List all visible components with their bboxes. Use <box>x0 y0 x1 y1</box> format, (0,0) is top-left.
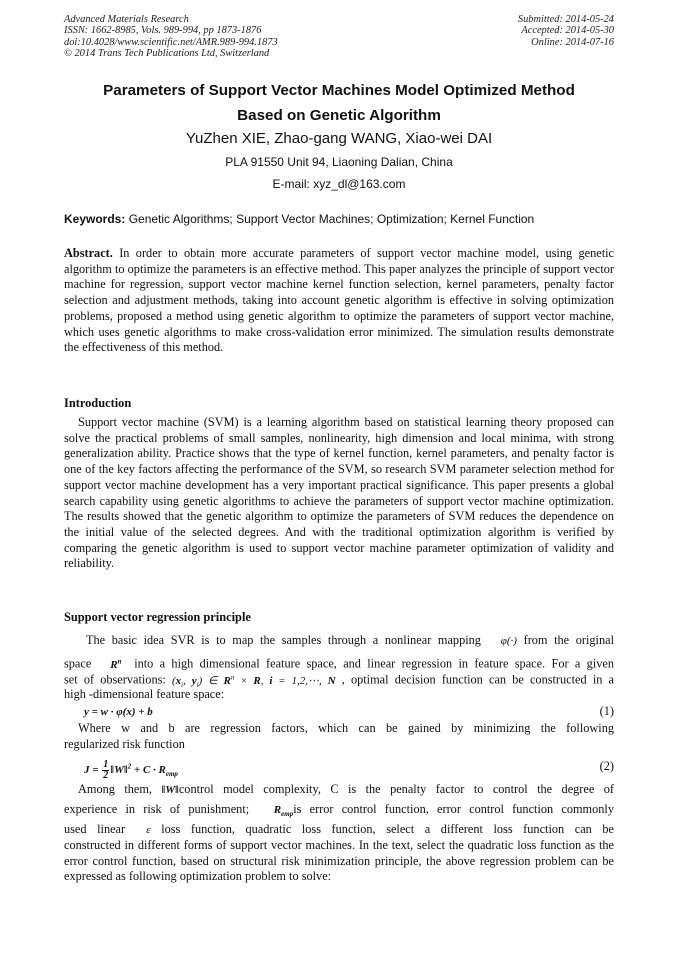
svr-line-8: experience in risk of punishment; $R_{emp}is$ error control function, error control function commonly <box>64 802 614 819</box>
equation-1 <box>84 703 614 720</box>
equation-2-expression: J = $\frac{1}{2}$ ‖W‖$^2$ + $C \cdot R_{emp}$ <box>84 758 178 781</box>
authors: YuZhen XIE, Zhao-gang WANG, Xiao-wei DAI <box>185 130 493 147</box>
rn-symbol: $R^n$ <box>110 657 122 671</box>
equation-1-expression: y = w · φ(x) + b <box>84 706 153 718</box>
svr-line-7: Among them, ‖W‖control model complexity, C is the penalty factor to control the degree of <box>78 782 615 796</box>
author-email: E-mail: xyz_dl@163.com <box>272 177 406 191</box>
journal-name: Advanced Materials Research <box>64 14 189 25</box>
publication-dates <box>518 14 614 48</box>
svr-line-5: Where w and b are regression factors, which can be gained by minimizing the following <box>78 721 614 735</box>
section-heading-introduction: Introduction <box>64 396 132 410</box>
paper-title <box>40 78 638 128</box>
norm-w-symbol: ‖W‖ <box>161 784 179 796</box>
keywords-text: Genetic Algorithms; Support Vector Machines; Optimization; Kernel Function <box>125 212 535 226</box>
keywords <box>64 211 624 227</box>
introduction-paragraph: Support vector machine (SVM) is a learning algorithm based on statistical learning theory proposed can solve the practical problems of small samples, nonlinearity, high dimension and local minima, with strong generalization ability. Practice shows that the type of kernel function, kernel parameters, and penalty factor is one of the key factors affecting the performance of the SVM, so research SVM parameter selection method for support vector machine development has a very important practical significance. This paper presents a global search capability using genetic algorithms to achieve the parameters of support vector machine optimization. The results showed that the genetic algorithm to optimize the parameters of SVM reduces the dependence on the initial value of the selected degrees. And with the traditional optimization algorithm is verified by comparing the genetic algorithm is used to support vector machine parameter optimization of validity and reliability. <box>64 415 614 571</box>
title-line-2: Based on Genetic Algorithm <box>237 107 441 124</box>
online-date: Online: 2014-07-16 <box>531 36 614 48</box>
equation-1-number: (1) <box>599 704 614 718</box>
affiliation: PLA 91550 Unit 94, Liaoning Dalian, China <box>225 155 453 169</box>
section-heading-svr: Support vector regression principle <box>64 610 251 624</box>
issn-line: ISSN: 1662-8985, Vols. 989-994, pp 1873-1876 <box>64 25 262 37</box>
svr-line-9: used linear ε loss function, quadratic loss function, select a different loss function can be <box>64 822 614 836</box>
equation-2 <box>84 758 614 782</box>
observation-set: ($x_i$, $y_i$) ∈ $R^n \times R$, i = 1,2,⋯, N <box>171 673 336 689</box>
svr-line-1: The basic idea SVR is to map the samples through a nonlinear mapping φ(·) from the original <box>86 633 614 647</box>
equation-2-number: (2) <box>599 759 614 773</box>
svr-line-4: high -dimensional feature space: <box>64 687 225 701</box>
svr-line-3: set of observations: ($x_i$, $y_i$) ∈ $R^n \times R$, i = 1,2,⋯, N , optimal decision function can be constructed in a <box>64 672 615 689</box>
submitted-date: Submitted: 2014-05-24 <box>517 14 614 25</box>
keywords-label: Keywords: <box>64 212 126 226</box>
title-line-1: Parameters of Support Vector Machines Model Optimized Method <box>103 82 575 99</box>
copyright-line: © 2014 Trans Tech Publications Ltd, Switzerland <box>64 48 270 60</box>
journal-metadata <box>64 14 278 60</box>
doi-line: doi:10.4028/www.scientific.net/AMR.989-994.1873 <box>64 36 278 48</box>
svr-line-6: regularized risk function <box>64 737 185 751</box>
phi-symbol: φ(·) <box>500 635 517 647</box>
epsilon-symbol: ε <box>146 824 151 836</box>
one-half-fraction: $\frac{1}{2}$ <box>103 758 109 781</box>
remp-symbol: $R_{emp}$ <box>273 804 294 819</box>
abstract-label: Abstract. <box>64 246 113 260</box>
accepted-date: Accepted: 2014-05-30 <box>521 25 614 37</box>
svr-line-2: space $R^n$ into a high dimensional feature space, and linear regression in feature space. For a given <box>64 656 614 671</box>
abstract-text: In order to obtain more accurate parameters of support vector machine model, using genetic algorithm to optimize the parameters is an effective method. This paper analyzes the principle of support vector machine for regression, support vector machine kernel function selection, kernel parameters, penalty factor selection and adjustment methods, taking into account genetic algorithm is effective in solving optimization problems, proposed a method using genetic algorithm to optimize the parameters of support vector machine, which uses genetic algorithms to make cross-validation error minimized. The simulation results demonstrate the effectiveness of this method. <box>64 246 614 355</box>
svr-line-10: constructed in different forms of support vector machines. In the text, select the quadratic loss function as the error control function, based on structural risk minimization principle, the above regression problem can be expressed as following optimization problem to solve: <box>64 838 614 884</box>
abstract <box>64 246 614 356</box>
